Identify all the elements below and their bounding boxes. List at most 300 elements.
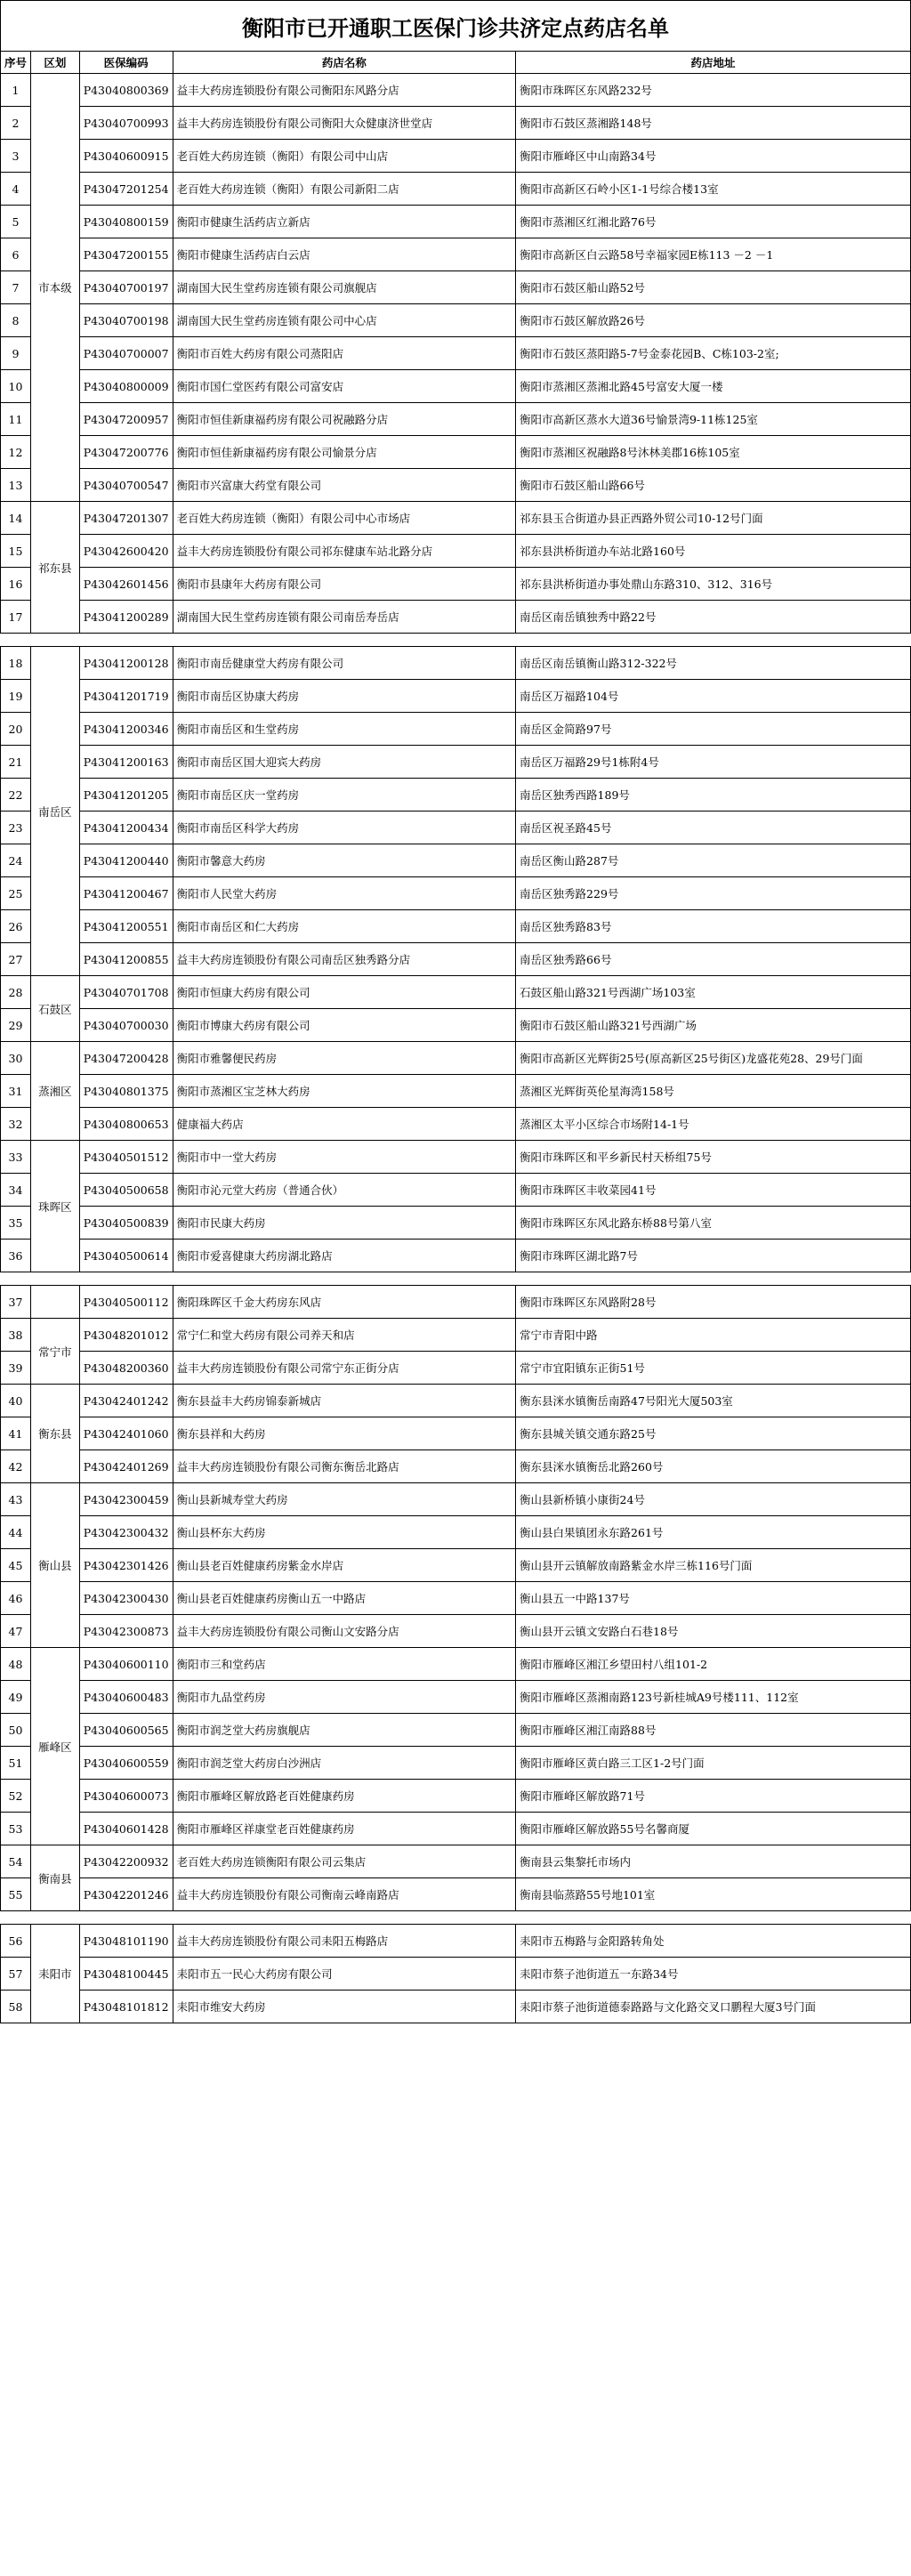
pharmacy-address: 南岳区独秀路229号 — [516, 877, 911, 910]
pharmacy-address: 祁东县洪桥街道办事处鼎山东路310、312、316号 — [516, 568, 911, 601]
insurance-code: P43040600073 — [79, 1780, 173, 1813]
pharmacy-name: 衡阳市恒康大药房有限公司 — [173, 976, 515, 1009]
pharmacy-name: 衡阳市润芝堂大药房白沙洲店 — [173, 1747, 515, 1780]
row-index: 42 — [1, 1450, 31, 1483]
insurance-code: P43047200957 — [79, 403, 173, 436]
row-index: 43 — [1, 1483, 31, 1516]
pharmacy-name: 衡阳市恒佳新康福药房有限公司祝融路分店 — [173, 403, 515, 436]
pharmacy-address: 南岳区南岳镇衡山路312-322号 — [516, 647, 911, 680]
insurance-code: P43041200289 — [79, 601, 173, 634]
district-cell: 衡山县 — [31, 1483, 80, 1648]
table-row — [1, 1417, 911, 1450]
insurance-code: P43040500839 — [79, 1207, 173, 1240]
insurance-code: P43041200128 — [79, 647, 173, 680]
insurance-code: P43048201012 — [79, 1319, 173, 1352]
pharmacy-address: 衡阳市高新区光辉街25号(原高新区25号街区)龙盛花苑28、29号门面 — [516, 1042, 911, 1075]
row-index: 15 — [1, 535, 31, 568]
pharmacy-address: 衡南县云集黎托市场内 — [516, 1845, 911, 1878]
row-index: 56 — [1, 1925, 31, 1958]
header-district: 区划 — [31, 52, 80, 74]
pharmacy-address: 衡阳市雁峰区解放路55号名馨商厦 — [516, 1813, 911, 1845]
pharmacy-name: 衡阳市县康年大药房有限公司 — [173, 568, 515, 601]
pharmacy-address: 衡阳市珠晖区和平乡新民村天桥组75号 — [516, 1141, 911, 1174]
pharmacy-name: 益丰大药房连锁股份有限公司衡阳东风路分店 — [173, 74, 515, 107]
table-row — [1, 469, 911, 502]
table-row — [1, 1714, 911, 1747]
pharmacy-name: 衡阳市蒸湘区宝芝林大药房 — [173, 1075, 515, 1108]
table-row — [1, 910, 911, 943]
row-index: 23 — [1, 812, 31, 844]
row-index: 57 — [1, 1958, 31, 1991]
pharmacy-address: 衡东县洣水镇衡岳北路260号 — [516, 1450, 911, 1483]
district-cell: 衡南县 — [31, 1845, 80, 1911]
pharmacy-address: 衡阳市雁峰区解放路71号 — [516, 1780, 911, 1813]
insurance-code: P43042600420 — [79, 535, 173, 568]
pharmacy-address: 衡阳市珠晖区东风路附28号 — [516, 1286, 911, 1319]
section-gap-cell — [1, 634, 911, 647]
pharmacy-name: 湖南国大民生堂药房连锁有限公司南岳寿岳店 — [173, 601, 515, 634]
pharmacy-name: 益丰大药房连锁股份有限公司衡山文安路分店 — [173, 1615, 515, 1648]
insurance-code: P43042300873 — [79, 1615, 173, 1648]
pharmacy-name: 衡阳市南岳区科学大药房 — [173, 812, 515, 844]
table-row — [1, 680, 911, 713]
pharmacy-address: 衡阳市雁峰区湘江南路88号 — [516, 1714, 911, 1747]
insurance-code: P43042401242 — [79, 1385, 173, 1417]
pharmacy-name: 衡阳市馨意大药房 — [173, 844, 515, 877]
pharmacy-name: 衡阳市爱喜健康大药房湖北路店 — [173, 1240, 515, 1272]
pharmacy-name: 衡阳珠晖区千金大药房东风店 — [173, 1286, 515, 1319]
table-row — [1, 1648, 911, 1681]
page-title: 衡阳市已开通职工医保门诊共济定点药店名单 — [1, 1, 911, 52]
insurance-code: P43042401269 — [79, 1450, 173, 1483]
pharmacy-address: 衡阳市珠晖区湖北路7号 — [516, 1240, 911, 1272]
section-gap — [1, 1272, 911, 1286]
pharmacy-address: 南岳区独秀路83号 — [516, 910, 911, 943]
table-row — [1, 1615, 911, 1648]
pharmacy-address: 衡阳市雁峰区蒸湘南路123号新桂城A9号楼111、112室 — [516, 1681, 911, 1714]
insurance-code: P43040800009 — [79, 370, 173, 403]
pharmacy-name: 衡阳市南岳区庆一堂药房 — [173, 779, 515, 812]
insurance-code: P43048100445 — [79, 1958, 173, 1991]
row-index: 32 — [1, 1108, 31, 1141]
header-index: 序号 — [1, 52, 31, 74]
header-address: 药店地址 — [516, 52, 911, 74]
pharmacy-address: 南岳区祝圣路45号 — [516, 812, 911, 844]
table-row — [1, 1286, 911, 1319]
row-index: 34 — [1, 1174, 31, 1207]
pharmacy-name: 耒阳市五一民心大药房有限公司 — [173, 1958, 515, 1991]
insurance-code: P43041201719 — [79, 680, 173, 713]
pharmacy-address: 衡阳市高新区蒸水大道36号愉景湾9-11栋125室 — [516, 403, 911, 436]
pharmacy-address: 石鼓区船山路321号西湖广场103室 — [516, 976, 911, 1009]
insurance-code: P43048200360 — [79, 1352, 173, 1385]
table-row — [1, 1681, 911, 1714]
pharmacy-address: 衡山县开云镇解放南路紫金水岸三栋116号门面 — [516, 1549, 911, 1582]
district-cell: 祁东县 — [31, 502, 80, 634]
table-row — [1, 976, 911, 1009]
insurance-code: P43041200467 — [79, 877, 173, 910]
pharmacy-name: 衡阳市九品堂药房 — [173, 1681, 515, 1714]
row-index: 50 — [1, 1714, 31, 1747]
row-index: 48 — [1, 1648, 31, 1681]
table-row — [1, 370, 911, 403]
insurance-code: P43040700030 — [79, 1009, 173, 1042]
table-row — [1, 140, 911, 173]
insurance-code: P43040700547 — [79, 469, 173, 502]
district-cell: 石鼓区 — [31, 976, 80, 1042]
table-row — [1, 1075, 911, 1108]
insurance-code: P43042300432 — [79, 1516, 173, 1549]
pharmacy-address: 衡山县五一中路137号 — [516, 1582, 911, 1615]
pharmacy-address: 衡阳市高新区白云路58号幸福家园E栋113 －2 －1 — [516, 238, 911, 271]
table-row — [1, 1450, 911, 1483]
pharmacy-name: 衡阳市南岳健康堂大药房有限公司 — [173, 647, 515, 680]
row-index: 53 — [1, 1813, 31, 1845]
insurance-code: P43047200155 — [79, 238, 173, 271]
table-row — [1, 271, 911, 304]
district-cell: 市本级 — [31, 74, 80, 502]
table-row — [1, 337, 911, 370]
pharmacy-name: 衡阳市人民堂大药房 — [173, 877, 515, 910]
table-row — [1, 1878, 911, 1911]
table-row — [1, 173, 911, 206]
pharmacy-address: 南岳区万福路29号1栋附4号 — [516, 746, 911, 779]
insurance-code: P43047201254 — [79, 173, 173, 206]
pharmacy-name: 衡山县老百姓健康药房紫金水岸店 — [173, 1549, 515, 1582]
pharmacy-name: 衡山县杯东大药房 — [173, 1516, 515, 1549]
row-index: 19 — [1, 680, 31, 713]
pharmacy-address: 衡东县洣水镇衡岳南路47号阳光大厦503室 — [516, 1385, 911, 1417]
pharmacy-name: 益丰大药房连锁股份有限公司衡南云峰南路店 — [173, 1878, 515, 1911]
row-index: 18 — [1, 647, 31, 680]
insurance-code: P43041200551 — [79, 910, 173, 943]
pharmacy-name: 衡阳市南岳区和仁大药房 — [173, 910, 515, 943]
section-gap — [1, 634, 911, 647]
pharmacy-name: 衡阳市沁元堂大药房（普通合伙） — [173, 1174, 515, 1207]
row-index: 25 — [1, 877, 31, 910]
table-row — [1, 1352, 911, 1385]
table-row — [1, 943, 911, 976]
pharmacy-address: 衡阳市高新区石岭小区1-1号综合楼13室 — [516, 173, 911, 206]
pharmacy-name: 益丰大药房连锁股份有限公司南岳区独秀路分店 — [173, 943, 515, 976]
row-index: 58 — [1, 1991, 31, 2023]
pharmacy-address: 衡山县白果镇团永东路261号 — [516, 1516, 911, 1549]
insurance-code: P43040500112 — [79, 1286, 173, 1319]
insurance-code: P43048101190 — [79, 1925, 173, 1958]
table-row — [1, 436, 911, 469]
table-row — [1, 1845, 911, 1878]
table-row — [1, 812, 911, 844]
insurance-code: P43040800369 — [79, 74, 173, 107]
insurance-code: P43040800653 — [79, 1108, 173, 1141]
pharmacy-name: 衡阳市雁峰区解放路老百姓健康药房 — [173, 1780, 515, 1813]
pharmacy-address: 衡阳市蒸湘区蒸湘北路45号富安大厦一楼 — [516, 370, 911, 403]
section-gap — [1, 1911, 911, 1925]
row-index: 9 — [1, 337, 31, 370]
row-index: 35 — [1, 1207, 31, 1240]
row-index: 16 — [1, 568, 31, 601]
pharmacy-address: 衡阳市雁峰区中山南路34号 — [516, 140, 911, 173]
pharmacy-address: 衡阳市雁峰区湘江乡望田村八组101-2 — [516, 1648, 911, 1681]
table-row — [1, 1747, 911, 1780]
pharmacy-address: 衡阳市石鼓区船山路66号 — [516, 469, 911, 502]
district-cell: 蒸湘区 — [31, 1042, 80, 1141]
insurance-code: P43040600110 — [79, 1648, 173, 1681]
table-row — [1, 1141, 911, 1174]
table-header-row — [1, 52, 911, 74]
pharmacy-address: 衡南县临蒸路55号地101室 — [516, 1878, 911, 1911]
insurance-code: P43040701708 — [79, 976, 173, 1009]
table-row — [1, 1108, 911, 1141]
row-index: 55 — [1, 1878, 31, 1911]
pharmacy-name: 衡阳市南岳区协康大药房 — [173, 680, 515, 713]
table-row — [1, 1240, 911, 1272]
pharmacy-address: 耒阳市蔡子池街道德泰路路与文化路交叉口鹏程大厦3号门面 — [516, 1991, 911, 2023]
pharmacy-name: 衡山县老百姓健康药房衡山五一中路店 — [173, 1582, 515, 1615]
district-cell: 珠晖区 — [31, 1141, 80, 1272]
pharmacy-address: 衡阳市珠晖区丰收菜园41号 — [516, 1174, 911, 1207]
pharmacy-name: 衡阳市三和堂药店 — [173, 1648, 515, 1681]
pharmacy-address: 衡阳市石鼓区解放路26号 — [516, 304, 911, 337]
district-cell — [31, 1286, 80, 1319]
insurance-code: P43040700993 — [79, 107, 173, 140]
pharmacy-address: 衡阳市石鼓区船山路52号 — [516, 271, 911, 304]
table-row — [1, 779, 911, 812]
pharmacy-name: 衡东县益丰大药房锦泰新城店 — [173, 1385, 515, 1417]
row-index: 5 — [1, 206, 31, 238]
section-gap-cell — [1, 1911, 911, 1925]
table-row — [1, 1516, 911, 1549]
pharmacy-name: 益丰大药房连锁股份有限公司衡阳大众健康济世堂店 — [173, 107, 515, 140]
pharmacy-name: 衡东县祥和大药房 — [173, 1417, 515, 1450]
insurance-code: P43040600565 — [79, 1714, 173, 1747]
table-row — [1, 502, 911, 535]
pharmacy-name: 老百姓大药房连锁衡阳有限公司云集店 — [173, 1845, 515, 1878]
row-index: 17 — [1, 601, 31, 634]
table-row — [1, 601, 911, 634]
district-cell: 雁峰区 — [31, 1648, 80, 1845]
insurance-code: P43040500658 — [79, 1174, 173, 1207]
table-row — [1, 1925, 911, 1958]
pharmacy-address: 南岳区衡山路287号 — [516, 844, 911, 877]
insurance-code: P43040500614 — [79, 1240, 173, 1272]
table-row — [1, 647, 911, 680]
pharmacy-name: 健康福大药店 — [173, 1108, 515, 1141]
pharmacy-name: 衡阳市博康大药房有限公司 — [173, 1009, 515, 1042]
pharmacy-name: 衡阳市国仁堂医药有限公司富安店 — [173, 370, 515, 403]
table-row — [1, 1991, 911, 2023]
row-index: 7 — [1, 271, 31, 304]
table-row — [1, 1549, 911, 1582]
pharmacy-name: 益丰大药房连锁股份有限公司耒阳五梅路店 — [173, 1925, 515, 1958]
insurance-code: P43040600559 — [79, 1747, 173, 1780]
pharmacy-name: 衡山县新城寿堂大药房 — [173, 1483, 515, 1516]
insurance-code: P43041200440 — [79, 844, 173, 877]
pharmacy-name: 衡阳市南岳区国大迎宾大药房 — [173, 746, 515, 779]
pharmacy-name: 衡阳市健康生活药店白云店 — [173, 238, 515, 271]
header-name: 药店名称 — [173, 52, 515, 74]
pharmacy-name: 益丰大药房连锁股份有限公司常宁东正街分店 — [173, 1352, 515, 1385]
pharmacy-address: 衡阳市雁峰区黄白路三工区1-2号门面 — [516, 1747, 911, 1780]
row-index: 3 — [1, 140, 31, 173]
insurance-code: P43040600483 — [79, 1681, 173, 1714]
pharmacy-name: 衡阳市兴富康大药堂有限公司 — [173, 469, 515, 502]
table-row — [1, 1780, 911, 1813]
pharmacy-address: 衡东县城关镇交通东路25号 — [516, 1417, 911, 1450]
row-index: 4 — [1, 173, 31, 206]
pharmacy-name: 湖南国大民生堂药房连锁有限公司中心店 — [173, 304, 515, 337]
pharmacy-name: 湖南国大民生堂药房连锁有限公司旗舰店 — [173, 271, 515, 304]
pharmacy-name: 益丰大药房连锁股份有限公司祁东健康车站北路分店 — [173, 535, 515, 568]
pharmacy-address: 衡阳市蒸湘区红湘北路76号 — [516, 206, 911, 238]
insurance-code: P43041200434 — [79, 812, 173, 844]
row-index: 45 — [1, 1549, 31, 1582]
table-row — [1, 304, 911, 337]
table-row — [1, 1009, 911, 1042]
table-row — [1, 844, 911, 877]
row-index: 8 — [1, 304, 31, 337]
insurance-code: P43040700197 — [79, 271, 173, 304]
district-cell: 耒阳市 — [31, 1925, 80, 2023]
table-row — [1, 1483, 911, 1516]
insurance-code: P43040501512 — [79, 1141, 173, 1174]
pharmacy-name: 衡阳市雅馨便民药房 — [173, 1042, 515, 1075]
insurance-code: P43041201205 — [79, 779, 173, 812]
table-row — [1, 1207, 911, 1240]
table-row — [1, 1582, 911, 1615]
table-row — [1, 107, 911, 140]
table-row — [1, 1385, 911, 1417]
insurance-code: P43041200163 — [79, 746, 173, 779]
pharmacy-address: 南岳区独秀西路189号 — [516, 779, 911, 812]
pharmacy-address: 南岳区南岳镇独秀中路22号 — [516, 601, 911, 634]
insurance-code: P43041200855 — [79, 943, 173, 976]
header-code: 医保编码 — [79, 52, 173, 74]
insurance-code: P43047200428 — [79, 1042, 173, 1075]
pharmacy-address: 祁东县洪桥街道办车站北路160号 — [516, 535, 911, 568]
row-index: 6 — [1, 238, 31, 271]
district-cell: 衡东县 — [31, 1385, 80, 1483]
row-index: 31 — [1, 1075, 31, 1108]
insurance-code: P43040700198 — [79, 304, 173, 337]
pharmacy-name: 衡阳市百姓大药房有限公司蒸阳店 — [173, 337, 515, 370]
insurance-code: P43042401060 — [79, 1417, 173, 1450]
insurance-code: P43042300430 — [79, 1582, 173, 1615]
row-index: 33 — [1, 1141, 31, 1174]
pharmacy-address: 衡阳市石鼓区船山路321号西湖广场 — [516, 1009, 911, 1042]
pharmacy-address: 衡阳市蒸湘区祝融路8号沐林美郡16栋105室 — [516, 436, 911, 469]
row-index: 13 — [1, 469, 31, 502]
table-row — [1, 206, 911, 238]
insurance-code: P43042200932 — [79, 1845, 173, 1878]
pharmacy-address: 蒸湘区光辉街英伦星海湾158号 — [516, 1075, 911, 1108]
row-index: 2 — [1, 107, 31, 140]
row-index: 39 — [1, 1352, 31, 1385]
insurance-code: P43048101812 — [79, 1991, 173, 2023]
insurance-code: P43042301426 — [79, 1549, 173, 1582]
pharmacy-name: 耒阳市维安大药房 — [173, 1991, 515, 2023]
insurance-code: P43042201246 — [79, 1878, 173, 1911]
table-row — [1, 1813, 911, 1845]
pharmacy-address: 衡阳市石鼓区蒸湘路148号 — [516, 107, 911, 140]
pharmacy-address: 常宁市宜阳镇东正街51号 — [516, 1352, 911, 1385]
row-index: 26 — [1, 910, 31, 943]
pharmacy-name: 衡阳市民康大药房 — [173, 1207, 515, 1240]
insurance-code: P43047200776 — [79, 436, 173, 469]
row-index: 51 — [1, 1747, 31, 1780]
row-index: 41 — [1, 1417, 31, 1450]
table-row — [1, 746, 911, 779]
table-row — [1, 403, 911, 436]
district-cell: 常宁市 — [31, 1319, 80, 1385]
row-index: 30 — [1, 1042, 31, 1075]
insurance-code: P43041200346 — [79, 713, 173, 746]
table-row — [1, 1319, 911, 1352]
pharmacy-name: 老百姓大药房连锁（衡阳）有限公司中心市场店 — [173, 502, 515, 535]
pharmacy-address: 衡山县新桥镇小康街24号 — [516, 1483, 911, 1516]
row-index: 46 — [1, 1582, 31, 1615]
insurance-code: P43040801375 — [79, 1075, 173, 1108]
pharmacy-address: 衡阳市珠晖区东风路232号 — [516, 74, 911, 107]
table-row — [1, 238, 911, 271]
row-index: 14 — [1, 502, 31, 535]
pharmacy-name: 衡阳市南岳区和生堂药房 — [173, 713, 515, 746]
table-row — [1, 74, 911, 107]
row-index: 38 — [1, 1319, 31, 1352]
row-index: 10 — [1, 370, 31, 403]
pharmacy-address: 衡山县开云镇文安路白石巷18号 — [516, 1615, 911, 1648]
pharmacy-address: 南岳区金简路97号 — [516, 713, 911, 746]
pharmacy-address: 祁东县玉合街道办县正西路外贸公司10-12号门面 — [516, 502, 911, 535]
row-index: 27 — [1, 943, 31, 976]
table-row — [1, 1958, 911, 1991]
pharmacy-address: 南岳区万福路104号 — [516, 680, 911, 713]
pharmacy-address: 常宁市青阳中路 — [516, 1319, 911, 1352]
insurance-code: P43042601456 — [79, 568, 173, 601]
insurance-code: P43047201307 — [79, 502, 173, 535]
table-row — [1, 535, 911, 568]
row-index: 49 — [1, 1681, 31, 1714]
insurance-code: P43040601428 — [79, 1813, 173, 1845]
insurance-code: P43040600915 — [79, 140, 173, 173]
pharmacy-name: 衡阳市中一堂大药房 — [173, 1141, 515, 1174]
row-index: 24 — [1, 844, 31, 877]
row-index: 20 — [1, 713, 31, 746]
pharmacy-name: 老百姓大药房连锁（衡阳）有限公司中山店 — [173, 140, 515, 173]
row-index: 36 — [1, 1240, 31, 1272]
pharmacy-address: 耒阳市五梅路与金阳路转角处 — [516, 1925, 911, 1958]
table-row — [1, 877, 911, 910]
table-row — [1, 713, 911, 746]
pharmacy-address: 耒阳市蔡子池街道五一东路34号 — [516, 1958, 911, 1991]
row-index: 12 — [1, 436, 31, 469]
table-row — [1, 1174, 911, 1207]
pharmacy-address: 衡阳市石鼓区蒸阳路5-7号金泰花园B、C栋103-2室; — [516, 337, 911, 370]
table-row — [1, 1042, 911, 1075]
pharmacy-address: 蒸湘区太平小区综合市场附14-1号 — [516, 1108, 911, 1141]
insurance-code: P43040700007 — [79, 337, 173, 370]
pharmacy-name: 衡阳市健康生活药店立新店 — [173, 206, 515, 238]
pharmacy-name: 衡阳市润芝堂大药房旗舰店 — [173, 1714, 515, 1747]
district-cell: 南岳区 — [31, 647, 80, 976]
pharmacy-address: 衡阳市珠晖区东风北路东桥88号第八室 — [516, 1207, 911, 1240]
row-index: 52 — [1, 1780, 31, 1813]
pharmacy-name: 常宁仁和堂大药房有限公司养天和店 — [173, 1319, 515, 1352]
row-index: 47 — [1, 1615, 31, 1648]
row-index: 44 — [1, 1516, 31, 1549]
pharmacy-name: 衡阳市恒佳新康福药房有限公司愉景分店 — [173, 436, 515, 469]
row-index: 21 — [1, 746, 31, 779]
